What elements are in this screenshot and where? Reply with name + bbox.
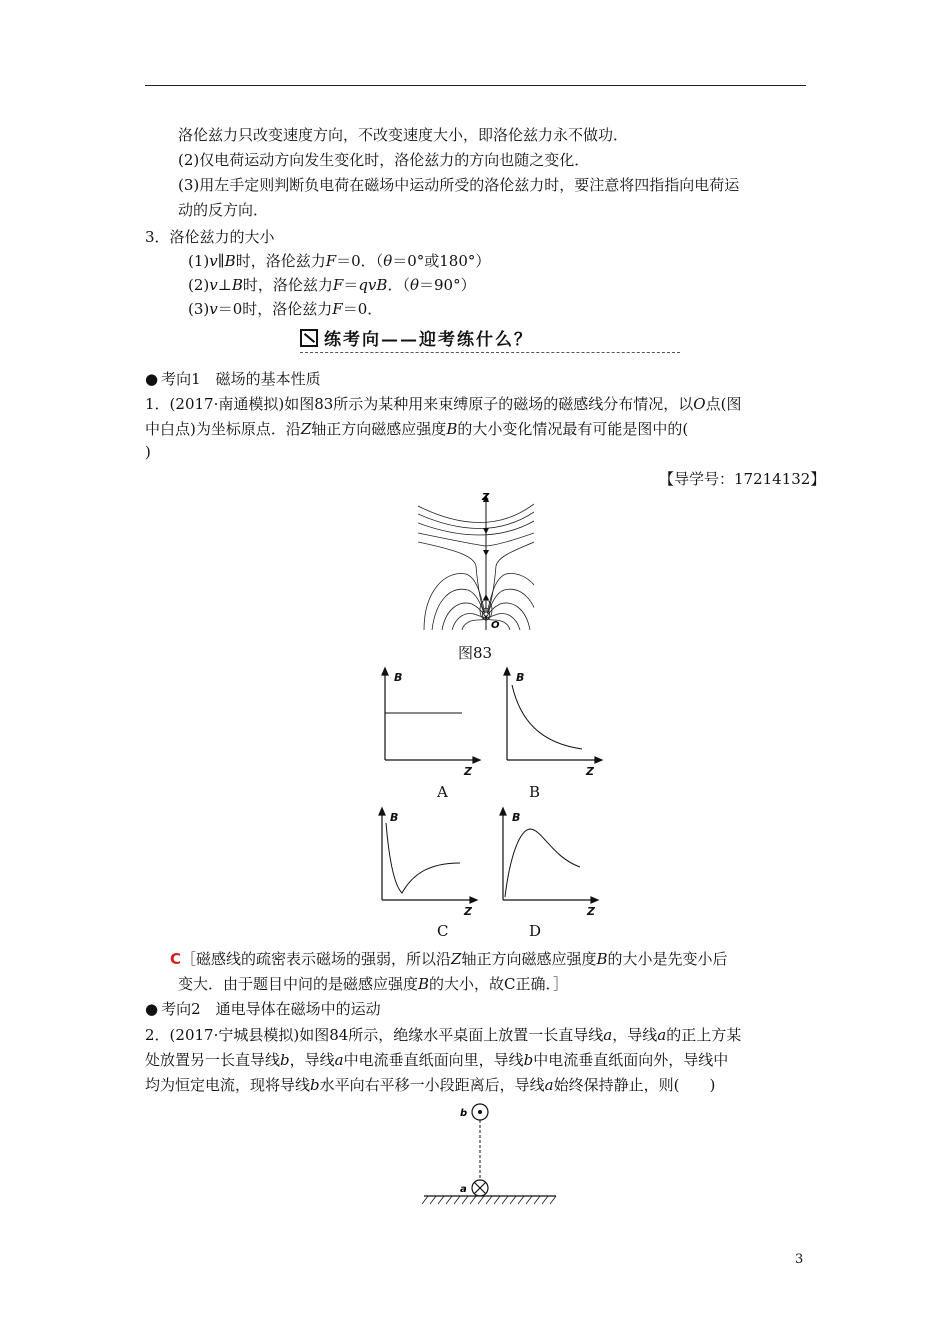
page-number: 3 [795,1252,804,1267]
question-1-line: ) [145,443,151,461]
header-rule [145,85,806,86]
graph-c-z-label: Z [464,905,472,918]
text-line: 洛伦兹力只改变速度方向，不改变速度大小，即洛伦兹力永不做功． [178,126,629,144]
question-2-line: 2．(2017·宁城县模拟)如图84所示，绝缘水平桌面上放置一长直导线a，导线a的正上方某 [145,1026,742,1044]
graph-d-z-label: Z [587,905,595,918]
question-1-line: 中白点)为坐标原点．沿Z轴正方向磁感应强度B的大小变化情况最有可能是图中的( [145,420,689,438]
question-2-line: 处放置另一长直导线b，导线a中电流垂直纸面向里，导线b中电流垂直纸面向外，导线中 [145,1051,729,1069]
graph-label-d: D [529,922,542,940]
section-banner: 练考向——迎考练什么？ [300,325,533,350]
graph-d-curve [505,829,580,897]
text-line: (3)用左手定则判断负电荷在磁场中运动所受的洛伦兹力时，要注意将四指指向电荷运 [178,176,740,194]
graph-label-c: C [437,922,449,940]
graph-b-b-label: B [516,671,525,684]
banner-box-icon [300,329,318,347]
answer-line: 变大．由于题目中问的是磁感应强度B的大小，故C正确．］ [178,975,569,993]
figure-83-field-lines [416,490,536,635]
figure-o-label: O [491,620,500,631]
figure-83-caption: 图83 [458,644,493,662]
question-2-line: 均为恒定电流，现将导线b水平向右平移一小段距离后，导线a始终保持静止，则( ) [145,1076,716,1094]
answer-graphs [370,665,620,925]
banner-divider [300,352,680,353]
wire-b-label: b [460,1108,468,1119]
graph-a-z-label: Z [464,765,472,778]
subheading: 3．洛伦兹力的大小 [145,228,275,246]
wire-a-label: a [460,1184,467,1195]
figure-84-wires [420,1100,560,1210]
answer-line: C［磁感线的疏密表示磁场的强弱，所以沿Z轴正方向磁感应强度B的大小是先变小后 [170,950,728,968]
graph-label-a: A [437,783,448,801]
graph-c-curve [386,823,460,893]
graph-b-curve [512,685,582,749]
guide-number: 【导学号：17214132】 [659,470,826,488]
section-heading-1: ● 考向1 磁场的基本性质 [145,368,321,389]
graph-d-b-label: B [512,811,521,824]
formula-line: (3)v＝0时，洛伦兹力F＝0． [188,300,383,318]
answer-letter: C [170,950,182,968]
text-line: 动的反方向． [178,201,269,219]
text-line: (2)仅电荷运动方向发生变化时，洛伦兹力的方向也随之变化． [178,151,590,169]
formula-line: (1)v∥B时，洛伦兹力F＝0．（θ＝0°或180°） [188,252,491,270]
figure-z-label: Z [482,492,490,503]
section-heading-2: ● 考向2 通电导体在磁场中的运动 [145,998,381,1019]
graph-label-b: B [529,783,541,801]
graph-c-b-label: B [390,811,399,824]
graph-a-b-label: B [394,671,403,684]
question-1-line: 1．(2017·南通模拟)如图83所示为某种用来束缚原子的磁场的磁感线分布情况，以O点(图 [145,395,742,413]
graph-b-z-label: Z [586,765,594,778]
formula-line: (2)v⊥B时，洛伦兹力F＝qvB．（θ＝90°） [188,276,476,294]
